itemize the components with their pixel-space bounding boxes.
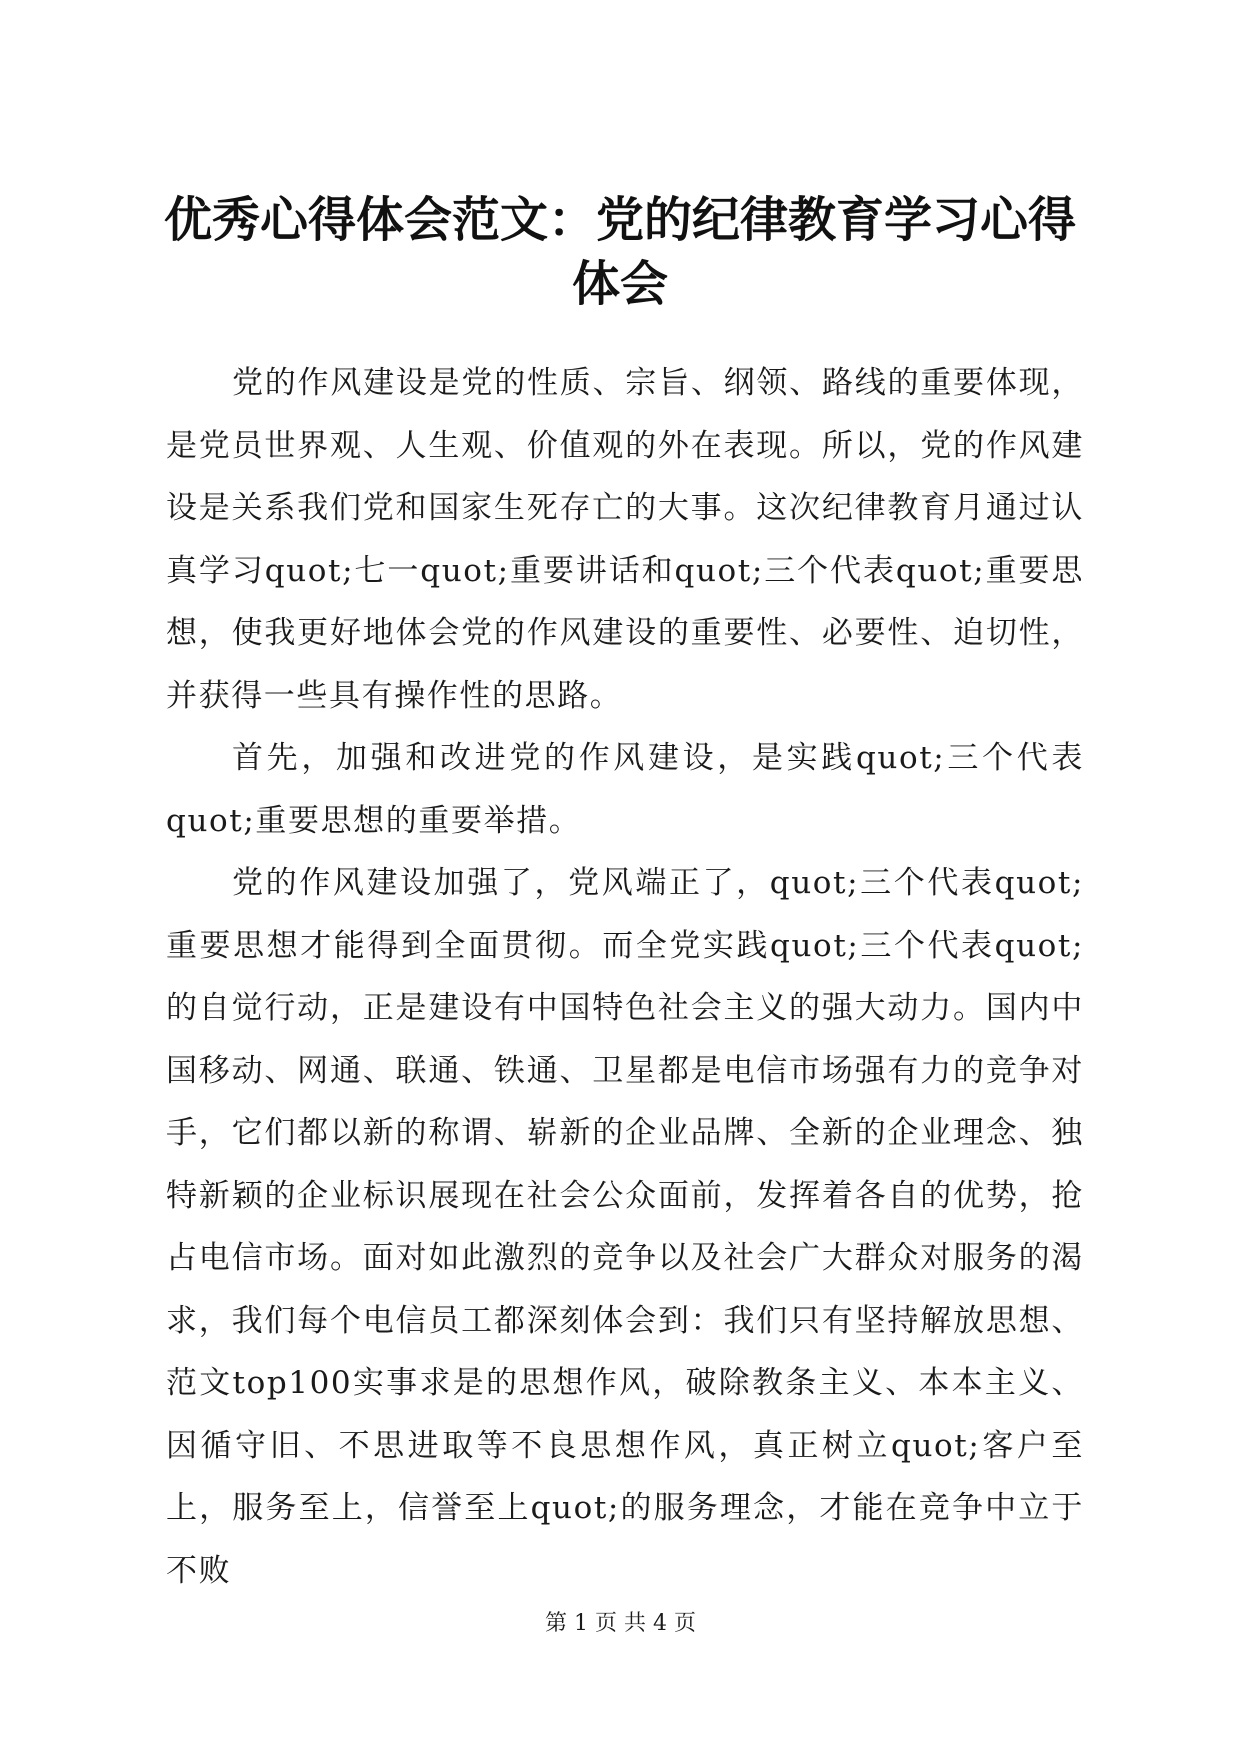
paragraph-3: 党的作风建设加强了，党风端正了，quot;三个代表quot;重要思想才能得到全面贯彻。而全党实践quot;三个代表quot;的自觉行动，正是建设有中国特色社会主义的强大动力。国内中国移动、网通、联通、铁通、卫星都是电信市场强有力的竞争对手，它们都以新的称谓、崭新的企业品牌、全新的企业理念、独特新颖的企业标识展现在社会公众面前，发挥着各自的优势，抢占电信市场。面对如此激烈的竞争以及社会广大群众对服务的渴求，我们每个电信员工都深刻体会到：我们只有坚持解放思想、范文top100实事求是的思想作风，破除教条主义、本本主义、因循守旧、不思进取等不良思想作风，真正树立quot;客户至上，服务至上，信誉至上quot;的服务理念，才能在竞争中立于不败 xyxy=(166,865,1084,1589)
paragraph-2: 首先，加强和改进党的作风建设，是实践quot;三个代表quot;重要思想的重要举措。 xyxy=(166,740,1084,839)
paragraph-1: 党的作风建设是党的性质、宗旨、纲领、路线的重要体现，是党员世界观、人生观、价值观的外在表现。所以，党的作风建设是关系我们党和国家生死存亡的大事。这次纪律教育月通过认真学习quot;七一quot;重要讲话和quot;三个代表quot;重要思想，使我更好地体会党的作风建设的重要性、必要性、迫切性，并获得一些具有操作性的思路。 xyxy=(166,365,1084,714)
document-body xyxy=(166,352,1084,1602)
page-footer xyxy=(0,1610,1241,1638)
document-title: 优秀心得体会范文：党的纪律教育学习心得体会 xyxy=(163,192,1076,312)
page-number-label: 第 1 页 共 4 页 xyxy=(545,1611,696,1636)
